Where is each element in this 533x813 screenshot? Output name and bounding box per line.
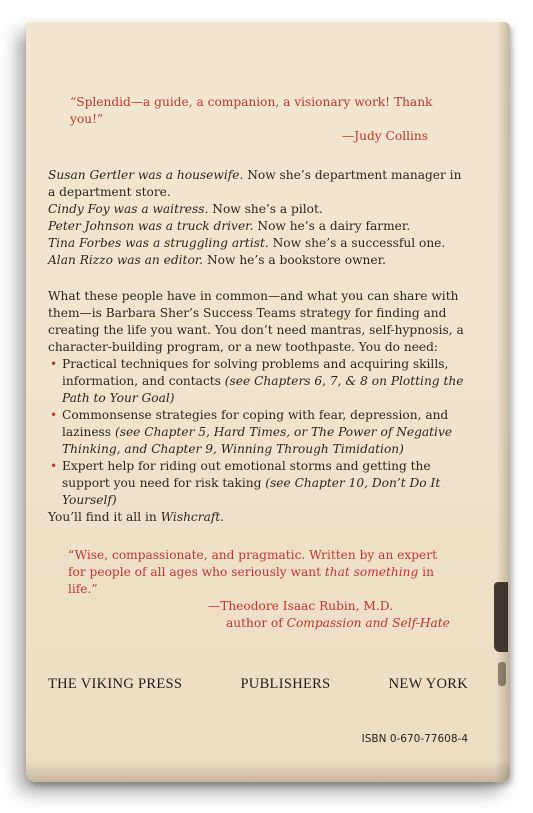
bullet: • [50,459,58,473]
list-item: • Practical techniques for solving problems and acquiring skills, information, and contacts (see Chapters 6, 7, & 8 on Plotting the Path to Your Goal) [50,357,464,405]
story-item: Susan Gertler was a housewife. Now she’s department manager in a department store. [48,168,462,199]
list-item: • Expert help for riding out emotional storms and getting the support you need for risk taking (see Chapter 10, Don’t Do It Yourself) [50,459,441,507]
cover-wear-mark [494,582,508,652]
story-item: Peter Johnson was a truck driver. Now he’s a dairy farmer. [48,219,411,233]
closing-line: You’ll find it all in Wishcraft. [48,510,225,524]
bullet: • [50,357,58,371]
bullet: • [50,408,58,422]
needs-list [48,356,468,509]
quote2-attribution-book: author of Compassion and Self-Hate [226,616,450,630]
quote1-attribution: —Judy Collins [342,129,428,143]
success-stories [48,167,468,269]
list-item: • Commonsense strategies for coping with fear, depression, and laziness (see Chapter 5, Hard Times, or The Power of Negative Thinking, and Chapter 9, Winning Through Timidation) [50,408,453,456]
quote2-text: “Wise, compassionate, and pragmatic. Written by an expert for people of all ages who seriously want that something in life.” [68,548,437,596]
cover-wear-mark-small [498,662,506,686]
publisher-name: THE VIKING PRESS [48,676,183,692]
story-item: Cindy Foy was a waitress. Now she’s a pilot. [48,202,323,216]
publisher-city: NEW YORK [388,676,468,692]
intro-paragraph: What these people have in common—and what you can share with them—is Barbara Sher’s Success Teams strategy for finding and creating the life you want. You don’t need mantras, self-hypnosis, a character-building program, or a new toothpaste. You do need: [48,289,464,354]
story-item: Alan Rizzo was an editor. Now he’s a bookstore owner. [48,253,386,267]
quote-theodore-rubin [68,547,452,632]
publisher-label: PUBLISHERS [240,676,331,692]
quote1-text: “Splendid—a guide, a companion, a visionary work! Thank you!” [70,95,433,126]
isbn: ISBN 0-670-77608-4 [361,733,468,745]
quote-judy-collins [70,94,448,145]
publisher-line [48,676,468,693]
back-cover-text [48,94,468,748]
quote2-attribution: —Theodore Isaac Rubin, M.D. [208,599,393,613]
story-item: Tina Forbes was a struggling artist. Now she’s a successful one. [48,236,446,250]
